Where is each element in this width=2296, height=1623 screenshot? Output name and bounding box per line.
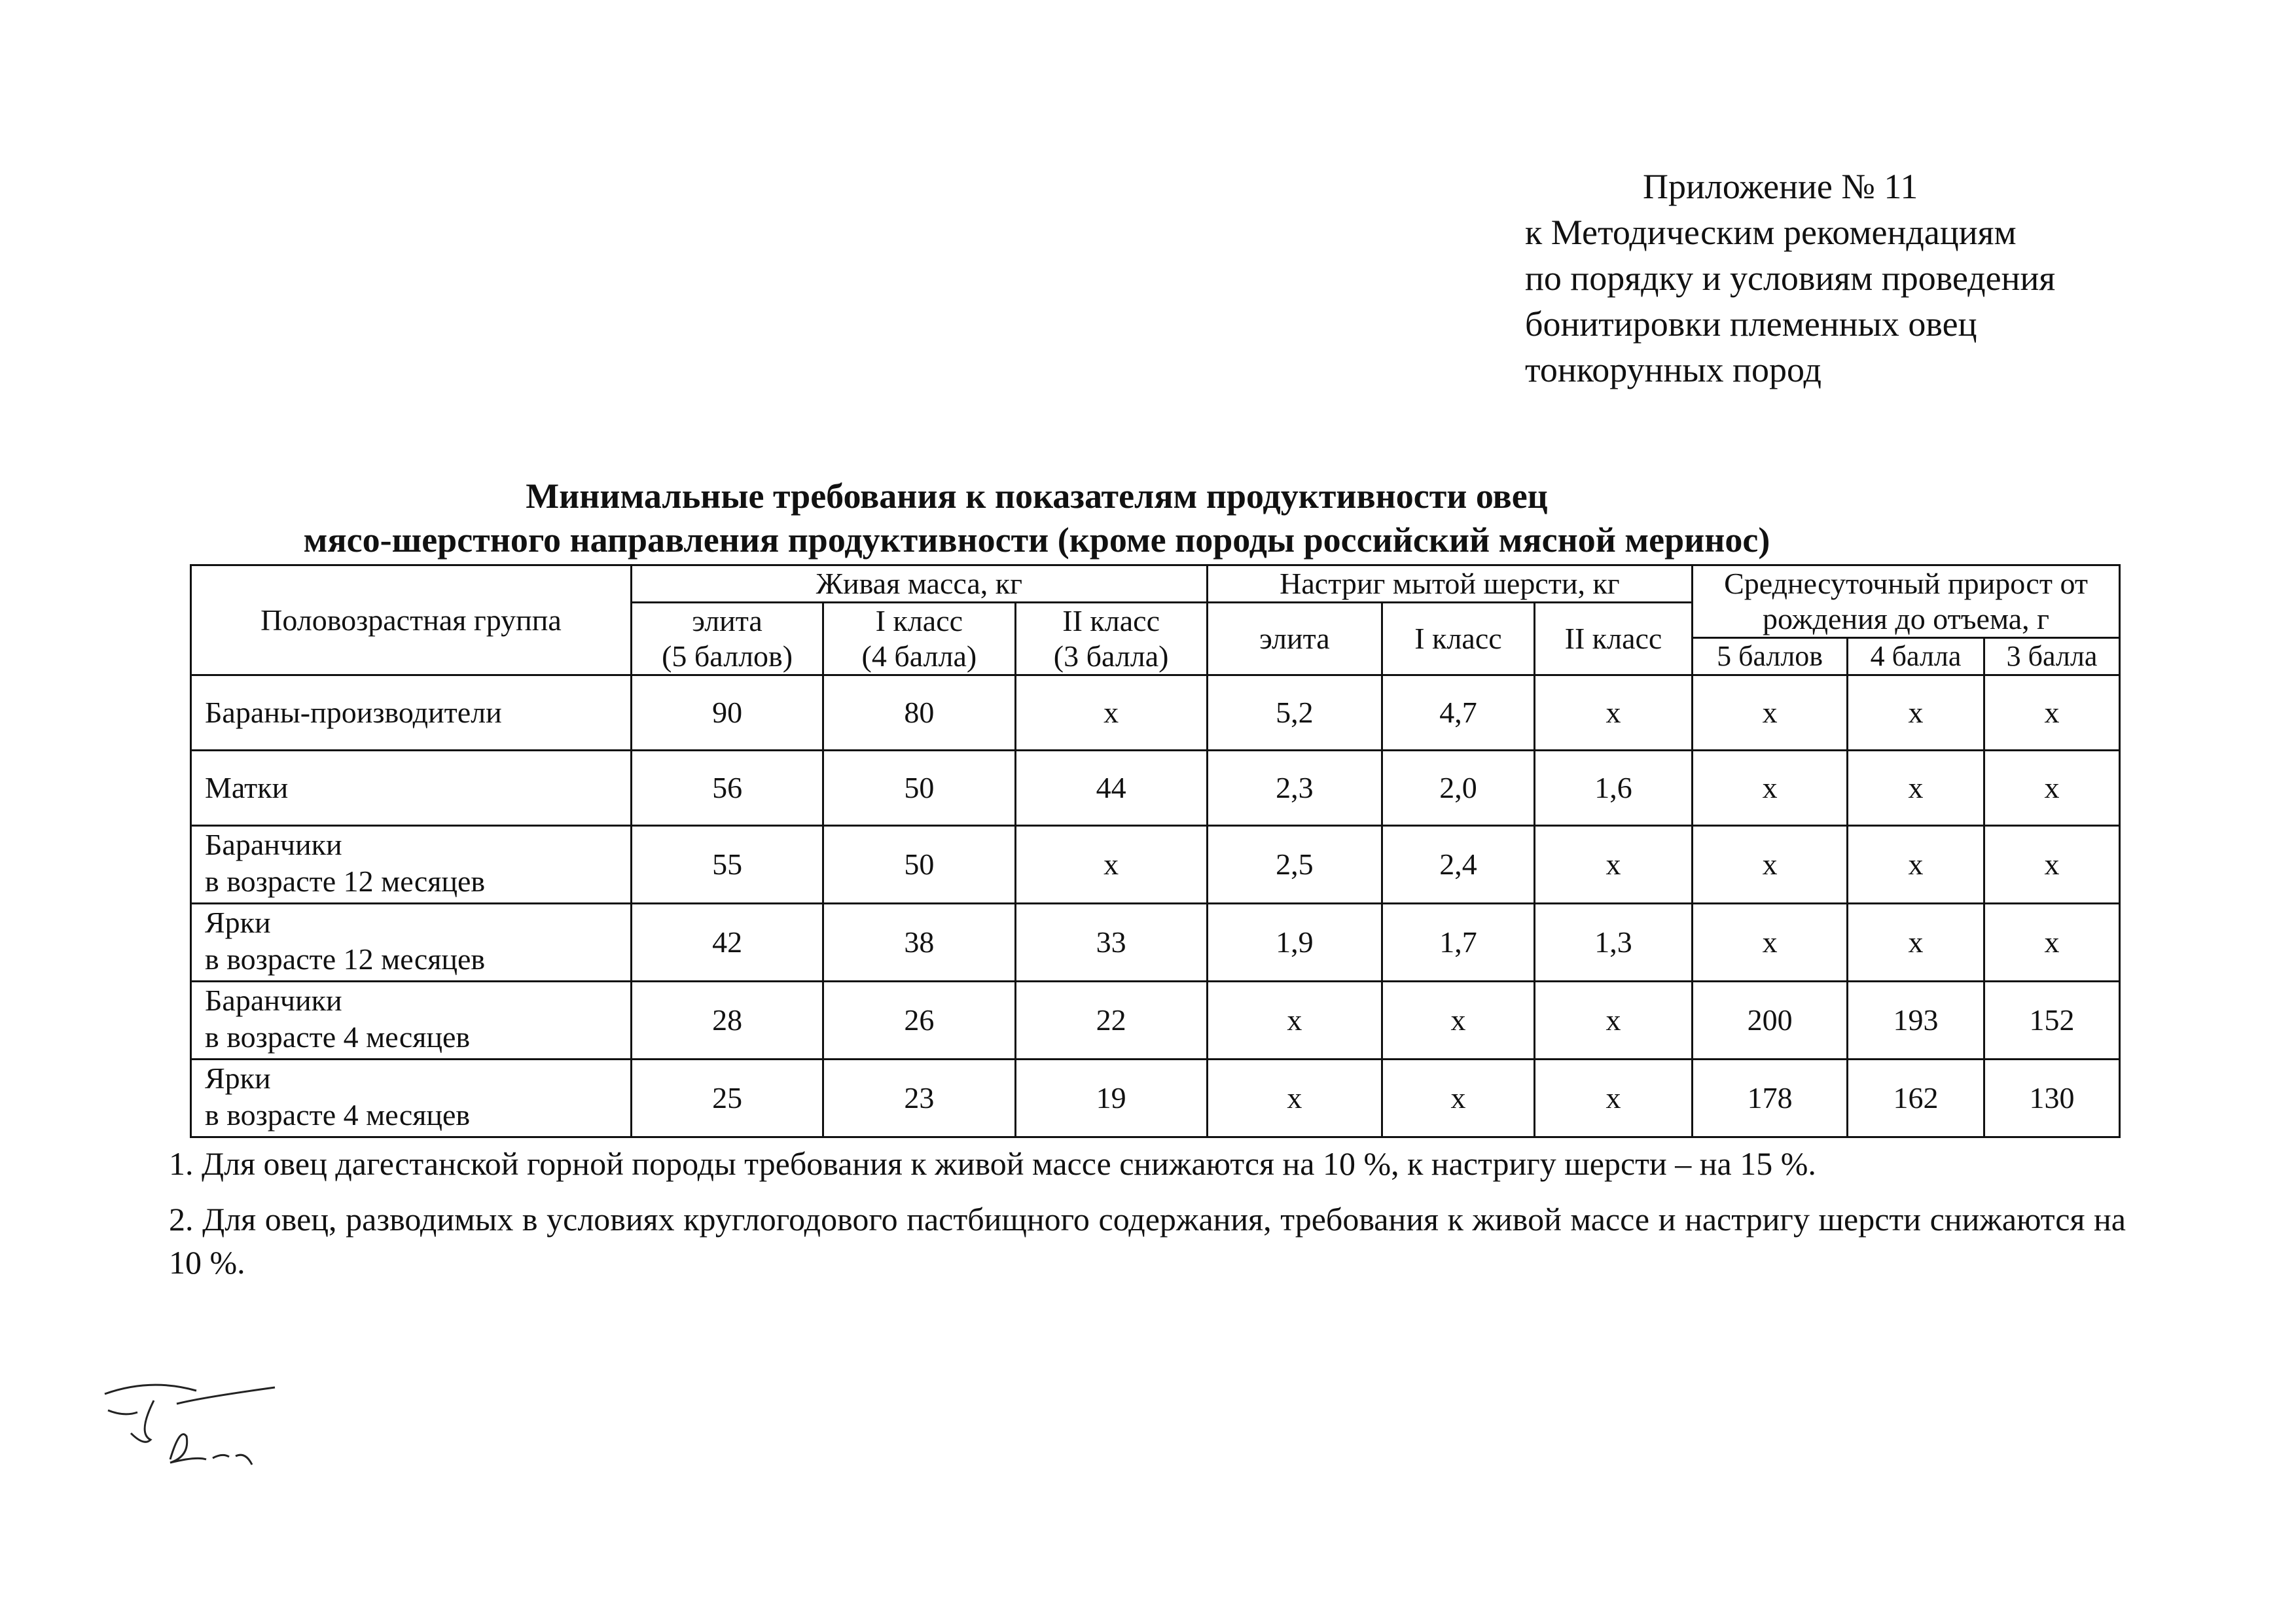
header-lw-elite: элита (5 баллов) — [631, 603, 823, 675]
table-cell: х — [1534, 826, 1692, 904]
table-cell: х — [1693, 826, 1848, 904]
header-group: Половозрастная группа — [191, 565, 632, 675]
header-row-1 — [191, 565, 2120, 603]
table-cell: 33 — [1015, 904, 1207, 982]
header-daily-gain: Среднесуточный прирост от рождения до отъема, г — [1693, 565, 2120, 638]
table-cell: 200 — [1693, 982, 1848, 1060]
table-cell: 162 — [1848, 1060, 1984, 1137]
table-cell: х — [1382, 982, 1534, 1060]
table-cell: 56 — [631, 751, 823, 826]
signature — [98, 1374, 295, 1486]
table-cell: 2,0 — [1382, 751, 1534, 826]
row-name: Баранчики в возрасте 12 месяцев — [191, 826, 632, 904]
table-cell: х — [1015, 675, 1207, 751]
row-name: Матки — [191, 751, 632, 826]
table-cell: 5,2 — [1207, 675, 1382, 751]
table-cell: 42 — [631, 904, 823, 982]
header-wool: Настриг мытой шерсти, кг — [1207, 565, 1692, 603]
table-cell: 22 — [1015, 982, 1207, 1060]
table-cell: х — [1984, 751, 2119, 826]
table-cell: 1,9 — [1207, 904, 1382, 982]
table-row — [191, 982, 2120, 1060]
note-1: 1. Для овец дагестанской горной породы требования к живой массе снижаются на 10 %, к настригу шерсти – на 15 %. — [169, 1145, 1816, 1182]
header-live-weight: Живая масса, кг — [631, 565, 1207, 603]
row-name: Ярки в возрасте 4 месяцев — [191, 1060, 632, 1137]
signature-stroke — [236, 1455, 252, 1465]
table-cell: х — [1534, 1060, 1692, 1137]
table-cell: х — [1848, 904, 1984, 982]
table-cell: 2,4 — [1382, 826, 1534, 904]
signature-stroke — [131, 1400, 154, 1442]
header-gain-4: 4 балла — [1848, 638, 1984, 675]
header-gain-3: 3 балла — [1984, 638, 2119, 675]
table-cell: х — [1382, 1060, 1534, 1137]
table-cell: 25 — [631, 1060, 823, 1137]
table-cell: х — [1848, 826, 1984, 904]
table-cell: х — [1693, 751, 1848, 826]
table-cell: х — [1693, 904, 1848, 982]
header-lw-class2: II класс (3 балла) — [1015, 603, 1207, 675]
note-2: 2. Для овец, разводимых в условиях круглогодового пастбищного содержания, требования к живой массе и настригу шерсти снижаются на 10 %. — [169, 1201, 2126, 1281]
table-cell: х — [1534, 982, 1692, 1060]
header-wool-class1: I класс — [1382, 603, 1534, 675]
table-cell: х — [1015, 826, 1207, 904]
annex-line: бонитировки племенных овец — [1525, 304, 1977, 344]
table-cell: 178 — [1693, 1060, 1848, 1137]
table-row — [191, 751, 2120, 826]
table-cell: х — [1848, 675, 1984, 751]
table-row — [191, 1060, 2120, 1137]
annex-line: по порядку и условиям проведения — [1525, 259, 2056, 298]
table-cell: 130 — [1984, 1060, 2119, 1137]
header-wool-elite: элита — [1207, 603, 1382, 675]
table-row — [191, 675, 2120, 751]
row-name: Бараны-производители — [191, 675, 632, 751]
row-name: Ярки в возрасте 12 месяцев — [191, 904, 632, 982]
table-cell: 19 — [1015, 1060, 1207, 1137]
table-cell: х — [1984, 675, 2119, 751]
annex-line: к Методическим рекомендациям — [1525, 213, 2017, 252]
table-cell: х — [1984, 904, 2119, 982]
table-cell: 26 — [823, 982, 1015, 1060]
table-cell: 38 — [823, 904, 1015, 982]
table-cell: 80 — [823, 675, 1015, 751]
table-cell: х — [1207, 982, 1382, 1060]
table-cell: 50 — [823, 751, 1015, 826]
annex-block — [1525, 164, 2055, 393]
table-cell: х — [1848, 751, 1984, 826]
table-cell: 44 — [1015, 751, 1207, 826]
table-cell: 2,5 — [1207, 826, 1382, 904]
table-cell: х — [1984, 826, 2119, 904]
annex-title: Приложение № 11 — [1643, 167, 1918, 206]
table-row — [191, 904, 2120, 982]
table-cell: 1,3 — [1534, 904, 1692, 982]
table-cell: 28 — [631, 982, 823, 1060]
table-cell: 193 — [1848, 982, 1984, 1060]
table-cell: 1,6 — [1534, 751, 1692, 826]
table-cell: х — [1207, 1060, 1382, 1137]
row-name: Баранчики в возрасте 4 месяцев — [191, 982, 632, 1060]
table-cell: 152 — [1984, 982, 2119, 1060]
signature-stroke — [213, 1455, 229, 1458]
table-cell: 4,7 — [1382, 675, 1534, 751]
table-cell: 50 — [823, 826, 1015, 904]
signature-stroke — [170, 1435, 206, 1463]
signature-stroke — [105, 1385, 196, 1394]
document-title-line-2: мясо-шерстного направления продуктивности (кроме породы российский мясной меринос) — [303, 520, 1770, 560]
table-cell: 90 — [631, 675, 823, 751]
document-title-line-1: Минимальные требования к показателям продуктивности овец — [526, 476, 1548, 516]
table-cell: 1,7 — [1382, 904, 1534, 982]
table-row — [191, 826, 2120, 904]
signature-stroke — [108, 1410, 137, 1414]
table-cell: 2,3 — [1207, 751, 1382, 826]
header-gain-5: 5 баллов — [1693, 638, 1848, 675]
table-cell: 55 — [631, 826, 823, 904]
table-cell: 23 — [823, 1060, 1015, 1137]
requirements-table — [190, 564, 2121, 1138]
table-cell: х — [1693, 675, 1848, 751]
annex-line: тонкорунных пород — [1525, 350, 1821, 389]
header-wool-class2: II класс — [1534, 603, 1692, 675]
table-cell: х — [1534, 675, 1692, 751]
header-lw-class1: I класс (4 балла) — [823, 603, 1015, 675]
